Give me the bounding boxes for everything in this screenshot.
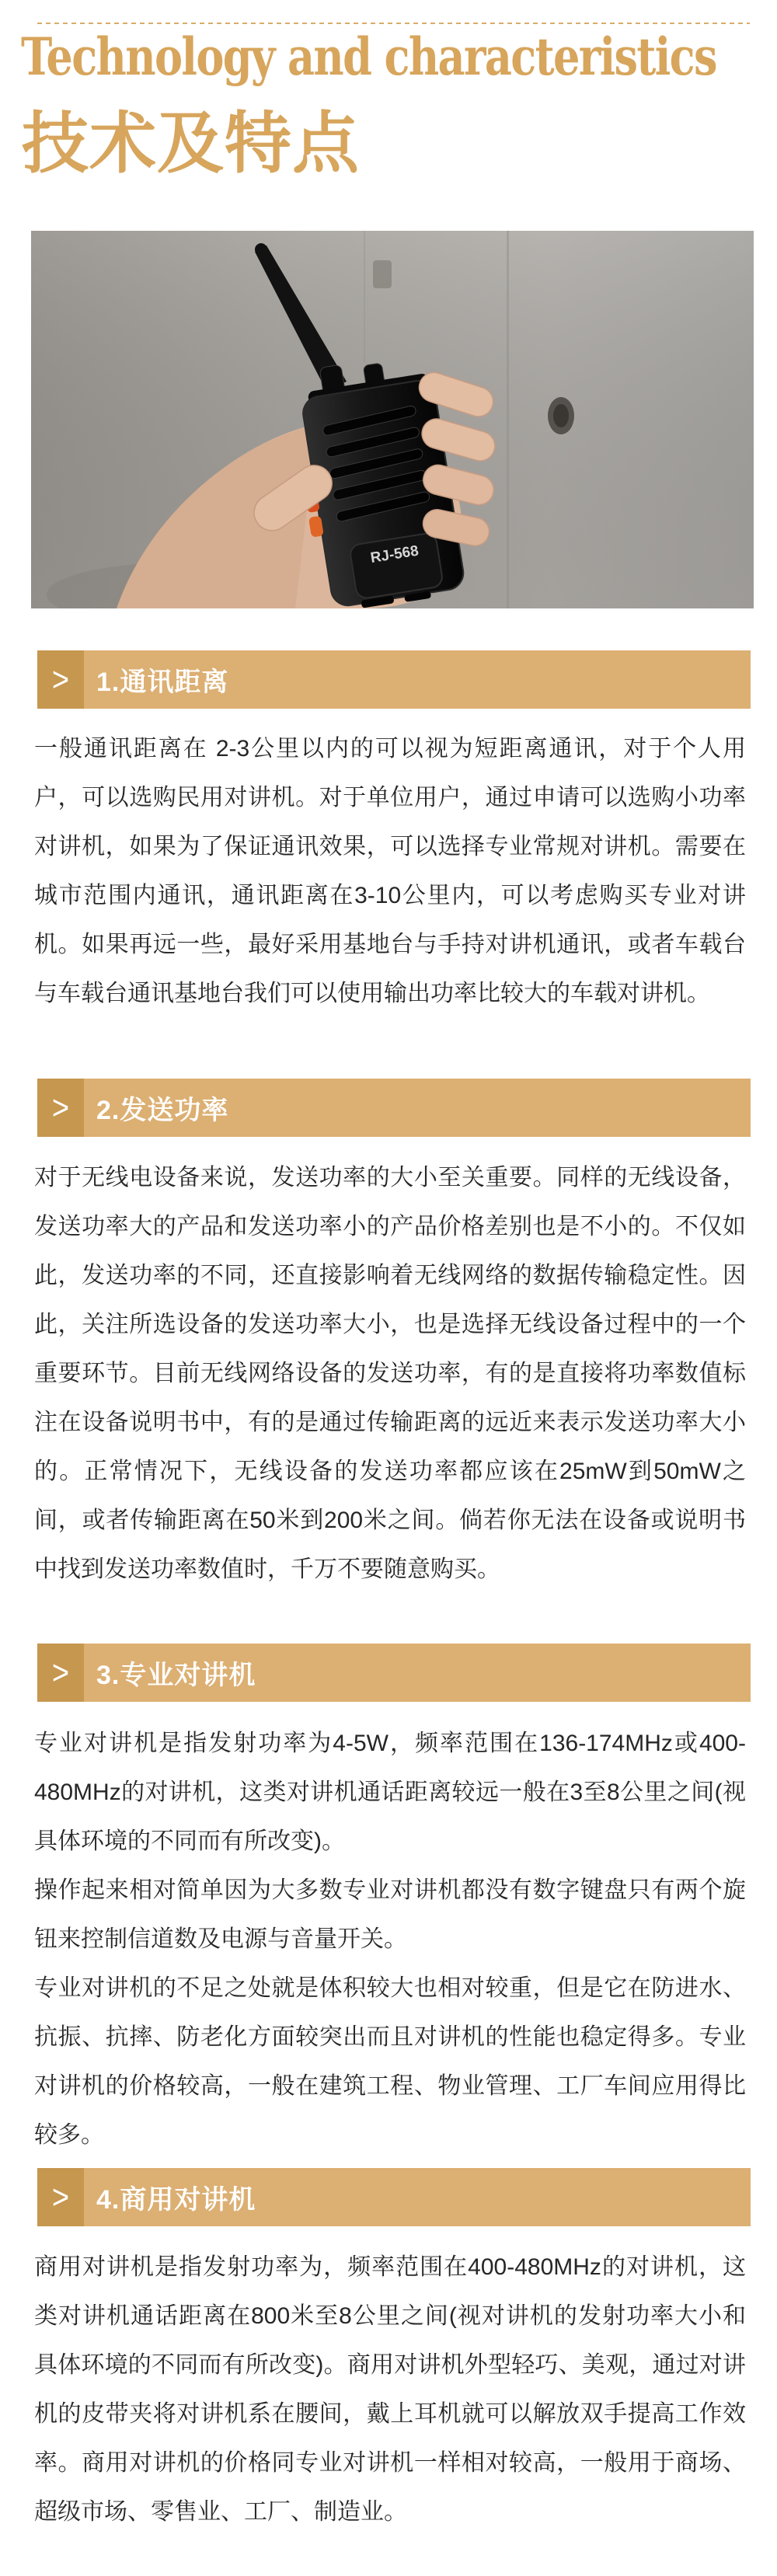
section-title: 4.商用对讲机: [96, 2185, 256, 2215]
section-title: 2.发送功率: [96, 1096, 229, 1125]
header-bar: [84, 1644, 751, 1702]
paragraph: 操作起来相对简单因为大多数专业对讲机都没有数字键盘只有两个旋钮来控制信道数及电源与音量开关。: [34, 1877, 746, 1952]
section-title: 1.通讯距离: [96, 668, 229, 697]
header-bar: [84, 650, 751, 709]
header-accent-square: [37, 2168, 84, 2226]
header-accent-square: [37, 1079, 84, 1137]
page-title-english: Technology and characteristics: [21, 26, 716, 87]
wall-corner-line: [507, 231, 509, 608]
dashed-divider: [37, 23, 750, 24]
section-title: 3.专业对讲机: [96, 1661, 256, 1690]
header-bar: [84, 2168, 751, 2226]
chevron-right-icon: >: [51, 661, 70, 699]
chevron-right-icon: >: [51, 1089, 70, 1127]
paragraph: 专业对讲机的不足之处就是体积较大也相对较重，但是它在防进水、抗振、抗摔、防老化方面较突出而且对讲机的性能也稳定得多。专业对讲机的价格较高，一般在建筑工程、物业管理、工厂车间应用得比较多。: [34, 1975, 746, 2148]
chevron-right-icon: >: [51, 2178, 70, 2216]
chevron-right-icon: >: [51, 1654, 70, 1692]
header-accent-square: [37, 650, 84, 709]
wall-socket: [373, 260, 392, 288]
header-bar: [84, 1079, 751, 1137]
section-header-professional-radio: [37, 1644, 751, 1702]
walkie-talkie-photo: [31, 231, 754, 608]
section-header-transmit-power: [37, 1079, 751, 1137]
section-body-professional-radio: [34, 1719, 746, 2159]
section-header-communication-distance: [37, 650, 751, 709]
paragraph: 一般通讯距离在 2-3公里以内的可以视为短距离通讯，对于个人用户，可以选购民用对讲机。对于单位用户，通过申请可以选购小功率对讲机，如果为了保证通讯效果，可以选择专业常规对讲机。需要在城市范围内通讯，通讯距离在3-10公里内，可以考虑购买专业对讲机。如果再远一些，最好采用基地台与手持对讲机通讯，或者车载台与车载台通讯基地台我们可以使用输出功率比较大的车载对讲机。: [34, 736, 746, 1006]
device-model-label: RJ-568: [369, 542, 420, 567]
paragraph: 对于无线电设备来说，发送功率的大小至关重要。同样的无线设备，发送功率大的产品和发送功率小的产品价格差别也是不小的。不仅如此，发送功率的不同，还直接影响着无线网络的数据传输稳定性。因此，关注所选设备的发送功率大小，也是选择无线设备过程中的一个重要环节。目前无线网络设备的发送功率，有的是直接将功率数值标注在设备说明书中，有的是通过传输距离的远近来表示发送功率大小的。正常情况下，无线设备的发送功率都应该在25mW到50mW之间，或者传输距离在50米到200米之间。倘若你无法在设备或说明书中找到发送功率数值时，千万不要随意购买。: [34, 1165, 746, 1582]
section-header-commercial-radio: [37, 2168, 751, 2226]
page-title-chinese: 技术及特点: [22, 104, 360, 183]
product-photo: [31, 231, 754, 608]
wall-edge-line: [364, 231, 365, 363]
section-body-commercial-radio: [34, 2243, 746, 2536]
section-body-communication-distance: [34, 724, 746, 1018]
door-handle-dark: [553, 404, 569, 427]
header-accent-square: [37, 1644, 84, 1702]
section-body-transmit-power: [34, 1153, 746, 1594]
paragraph: 专业对讲机是指发射功率为4-5W，频率范围在136-174MHz或400-480MHz的对讲机，这类对讲机通话距离较远一般在3至8公里之间(视具体环境的不同而有所改变)。: [34, 1731, 746, 1854]
paragraph: 商用对讲机是指发射功率为，频率范围在400-480MHz的对讲机，这类对讲机通话距离在800米至8公里之间(视对讲机的发射功率大小和具体环境的不同而有所改变)。商用对讲机外型轻巧、美观，通过对讲机的皮带夹将对讲机系在腰间，戴上耳机就可以解放双手提高工作效率。商用对讲机的价格同专业对讲机一样相对较高，一般用于商场、超级市场、零售业、工厂、制造业。: [34, 2254, 746, 2525]
